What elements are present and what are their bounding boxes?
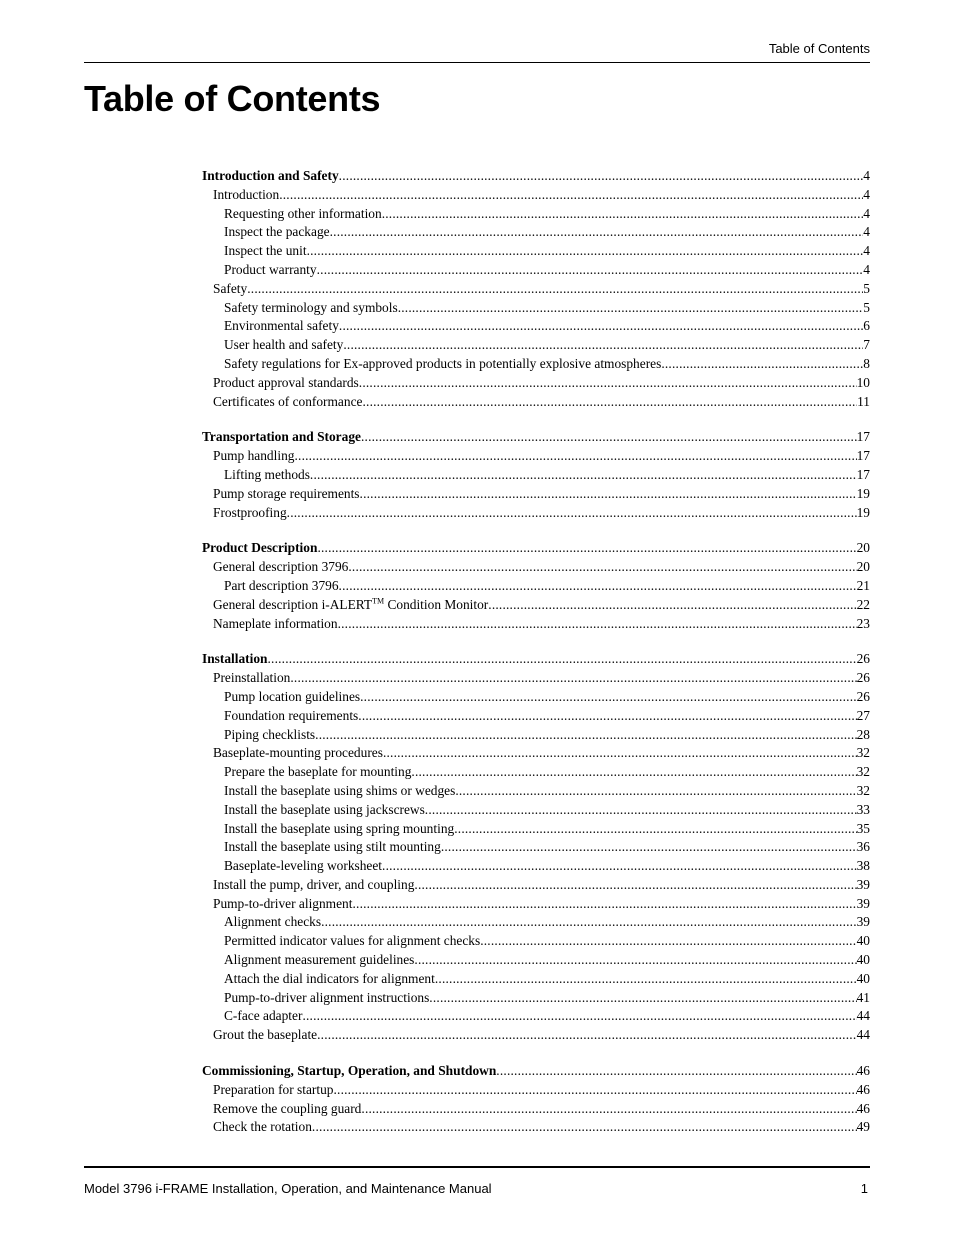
toc-page-number: 7 bbox=[863, 337, 870, 353]
toc-page-number: 26 bbox=[856, 651, 870, 667]
toc-entry-title bbox=[224, 707, 358, 726]
toc-entry-title bbox=[213, 1118, 312, 1137]
toc-entry-text: Introduction bbox=[213, 186, 280, 202]
toc-section-entry[interactable] bbox=[202, 876, 870, 895]
toc-subsection-entry[interactable] bbox=[202, 951, 870, 970]
toc-page-number: 46 bbox=[856, 1063, 870, 1079]
toc-entry-title bbox=[224, 913, 321, 932]
toc-entry-text: Install the baseplate using stilt mounting bbox=[224, 839, 441, 855]
toc-entry-title bbox=[224, 205, 382, 224]
toc-entry-text: Pump handling bbox=[213, 448, 295, 464]
toc-entry-title bbox=[213, 393, 362, 412]
dot-leader bbox=[279, 186, 863, 205]
toc-subsection-entry[interactable] bbox=[202, 857, 870, 876]
dot-leader bbox=[339, 317, 863, 336]
toc-entry-title bbox=[224, 317, 339, 336]
dot-leader bbox=[294, 447, 856, 466]
toc-entry-text: Inspect the unit bbox=[224, 243, 307, 259]
toc-entry-text: Baseplate-mounting procedures bbox=[213, 745, 383, 761]
toc-section-entry[interactable] bbox=[202, 374, 870, 393]
toc-entry-text: Certificates of conformance bbox=[213, 393, 363, 409]
toc-section-entry[interactable] bbox=[202, 280, 870, 299]
dot-leader bbox=[317, 261, 864, 280]
dot-leader bbox=[359, 374, 857, 393]
dot-leader bbox=[429, 989, 856, 1008]
toc-entry-title bbox=[224, 820, 454, 839]
toc-section-entry[interactable] bbox=[202, 186, 870, 205]
toc-entry-title bbox=[213, 895, 352, 914]
toc-page-number: 5 bbox=[863, 280, 870, 296]
toc-section bbox=[202, 539, 870, 633]
dot-leader bbox=[361, 428, 857, 447]
toc-entry-title bbox=[202, 650, 267, 669]
toc-page-number: 32 bbox=[856, 782, 870, 798]
toc-entry-title bbox=[213, 186, 279, 205]
toc-page-number: 20 bbox=[856, 559, 870, 575]
dot-leader bbox=[382, 205, 864, 224]
toc-entry-title bbox=[213, 374, 359, 393]
footer-rule bbox=[84, 1166, 870, 1168]
toc-entry-title bbox=[213, 485, 360, 504]
dot-leader bbox=[302, 1007, 856, 1026]
toc-page-number: 23 bbox=[856, 615, 870, 631]
toc-subsection-entry[interactable] bbox=[202, 355, 870, 374]
toc-subsection-entry[interactable] bbox=[202, 763, 870, 782]
toc-entry-text: Prepare the baseplate for mounting bbox=[224, 764, 412, 780]
toc-page-number: 26 bbox=[856, 670, 870, 686]
toc-entry-title bbox=[202, 1062, 496, 1081]
toc-page-number: 39 bbox=[856, 876, 870, 892]
toc-entry-text: Product warranty bbox=[224, 261, 317, 277]
toc-page-number: 46 bbox=[856, 1081, 870, 1097]
toc-page-number: 32 bbox=[856, 764, 870, 780]
toc-page-number: 11 bbox=[857, 393, 870, 409]
dot-leader bbox=[362, 393, 857, 412]
toc-page-number: 40 bbox=[856, 970, 870, 986]
toc-entry-title bbox=[224, 763, 411, 782]
toc-page-number: 28 bbox=[856, 726, 870, 742]
toc-entry-title bbox=[224, 223, 330, 242]
footer-manual-title: Model 3796 i-FRAME Installation, Operation, and Maintenance Manual bbox=[84, 1181, 492, 1196]
toc-entry-text: Pump storage requirements bbox=[213, 485, 360, 501]
toc-section bbox=[202, 650, 870, 1045]
toc-page-number: 4 bbox=[863, 168, 870, 183]
toc-entry-title bbox=[224, 688, 360, 707]
toc-subsection-entry[interactable] bbox=[202, 726, 870, 745]
dot-leader bbox=[661, 355, 863, 374]
toc-section-entry[interactable] bbox=[202, 485, 870, 504]
dot-leader bbox=[352, 895, 856, 914]
toc-subsection-entry[interactable] bbox=[202, 336, 870, 355]
toc-entry-text: Install the pump, driver, and coupling bbox=[213, 876, 415, 892]
dot-leader bbox=[343, 336, 863, 355]
toc-page-number: 35 bbox=[856, 820, 870, 836]
toc-section-entry[interactable] bbox=[202, 1118, 870, 1137]
toc-entry-text: Pump-to-driver alignment bbox=[213, 895, 353, 911]
toc-entry-text: Preparation for startup bbox=[213, 1081, 334, 1097]
toc-subsection-entry[interactable] bbox=[202, 466, 870, 485]
toc-entry-text: Install the baseplate using spring mounting bbox=[224, 820, 455, 836]
toc-subsection-entry[interactable] bbox=[202, 205, 870, 224]
footer-page-number: 1 bbox=[860, 1181, 868, 1196]
toc-page-number: 4 bbox=[863, 224, 870, 240]
toc-entry-text: Transportation and Storage bbox=[202, 429, 361, 445]
running-header: Table of Contents bbox=[768, 41, 870, 56]
toc-page-number: 26 bbox=[856, 688, 870, 704]
toc-entry-title bbox=[224, 932, 480, 951]
toc-subsection-entry[interactable] bbox=[202, 577, 870, 596]
toc-section-entry[interactable] bbox=[202, 1026, 870, 1045]
toc-entry-text: C-face adapter bbox=[224, 1008, 303, 1024]
toc-entry-text: Piping checklists bbox=[224, 726, 316, 742]
toc-page-number: 32 bbox=[856, 745, 870, 761]
toc-entry-text: Safety bbox=[213, 280, 248, 296]
toc-section-entry[interactable] bbox=[202, 504, 870, 523]
dot-leader bbox=[247, 280, 863, 299]
toc-entry-text: Safety terminology and symbols bbox=[224, 299, 398, 315]
toc-page-number: 19 bbox=[856, 485, 870, 501]
toc-page-number: 20 bbox=[856, 540, 870, 556]
dot-leader bbox=[382, 857, 857, 876]
toc-section-entry[interactable] bbox=[202, 447, 870, 466]
toc-entry-title bbox=[224, 1007, 302, 1026]
toc-entry-title bbox=[224, 299, 398, 318]
toc-page-number: 38 bbox=[856, 858, 870, 874]
toc-section bbox=[202, 167, 870, 411]
toc-subsection-entry[interactable] bbox=[202, 242, 870, 261]
toc-entry-title bbox=[224, 801, 425, 820]
toc-subsection-entry[interactable] bbox=[202, 820, 870, 839]
dot-leader bbox=[358, 707, 856, 726]
toc-subsection-entry[interactable] bbox=[202, 261, 870, 280]
toc-entry-text: Pump location guidelines bbox=[224, 688, 361, 704]
toc-subsection-entry[interactable] bbox=[202, 782, 870, 801]
dot-leader bbox=[321, 913, 857, 932]
toc-entry-title bbox=[224, 242, 307, 261]
page-title: Table of Contents bbox=[84, 78, 381, 119]
toc-subsection-entry[interactable] bbox=[202, 688, 870, 707]
toc-section-entry[interactable] bbox=[202, 615, 870, 634]
dot-leader bbox=[333, 1081, 856, 1100]
toc-page-number: 39 bbox=[856, 895, 870, 911]
dot-leader bbox=[312, 1118, 857, 1137]
dot-leader bbox=[398, 299, 864, 318]
toc-entry-title bbox=[213, 596, 488, 615]
toc-page-number: 41 bbox=[856, 989, 870, 1005]
toc-page-number: 36 bbox=[856, 839, 870, 855]
dot-leader bbox=[339, 577, 857, 596]
dot-leader bbox=[315, 726, 856, 745]
toc-entry-title bbox=[224, 838, 441, 857]
toc-entry-title bbox=[224, 336, 343, 355]
toc-subsection-entry[interactable] bbox=[202, 1007, 870, 1026]
toc-entry-text: Product approval standards bbox=[213, 374, 359, 390]
dot-leader bbox=[496, 1062, 856, 1081]
toc-entry-text: Safety regulations for Ex-approved products in potentially explosive atmospheres bbox=[224, 355, 662, 371]
toc-entry-title bbox=[224, 577, 339, 596]
toc-entry-title bbox=[213, 1100, 361, 1119]
toc-entry-text: General description i-ALERT bbox=[213, 596, 373, 612]
dot-leader bbox=[435, 970, 857, 989]
toc-chapter-heading[interactable] bbox=[202, 428, 870, 447]
toc-entry-text: Check the rotation bbox=[213, 1119, 312, 1135]
toc-section bbox=[202, 1062, 870, 1137]
toc-page-number: 6 bbox=[863, 318, 870, 334]
dot-leader bbox=[488, 596, 856, 615]
dot-leader bbox=[290, 669, 856, 688]
toc-entry-text: Preinstallation bbox=[213, 670, 291, 686]
toc-entry-text: Lifting methods bbox=[224, 466, 310, 482]
dot-leader bbox=[360, 485, 857, 504]
toc-subsection-entry[interactable] bbox=[202, 913, 870, 932]
toc-section-entry[interactable] bbox=[202, 895, 870, 914]
toc-entry-title bbox=[224, 466, 310, 485]
dot-leader bbox=[267, 650, 856, 669]
toc-section bbox=[202, 428, 870, 522]
toc-page-number: 22 bbox=[856, 596, 870, 612]
toc-entry-title bbox=[224, 355, 661, 374]
toc-entry-text: Nameplate information bbox=[213, 615, 338, 631]
dot-leader bbox=[317, 539, 856, 558]
toc-page-number: 17 bbox=[856, 429, 870, 445]
toc-page-number: 44 bbox=[856, 1027, 870, 1043]
toc-entry-title bbox=[213, 558, 348, 577]
toc-page-number: 40 bbox=[856, 933, 870, 949]
dot-leader bbox=[441, 838, 857, 857]
toc-page-number: 17 bbox=[856, 448, 870, 464]
toc-entry-text: Install the baseplate using shims or wedges bbox=[224, 782, 456, 798]
toc-entry-title bbox=[202, 428, 361, 447]
toc-page-number: 21 bbox=[856, 577, 870, 593]
dot-leader bbox=[480, 932, 856, 951]
dot-leader bbox=[310, 466, 857, 485]
toc-entry-title bbox=[224, 857, 382, 876]
toc-page-number: 44 bbox=[856, 1008, 870, 1024]
toc-entry-text: Part description 3796 bbox=[224, 577, 339, 593]
toc-page-number: 46 bbox=[856, 1100, 870, 1116]
toc-entry-text: Introduction and Safety bbox=[202, 168, 339, 183]
dot-leader bbox=[383, 744, 857, 763]
toc-chapter-heading[interactable] bbox=[202, 539, 870, 558]
toc-section-entry[interactable] bbox=[202, 669, 870, 688]
toc-entry-title bbox=[213, 876, 414, 895]
dot-leader bbox=[338, 615, 857, 634]
toc-subsection-entry[interactable] bbox=[202, 801, 870, 820]
toc-page-number: 10 bbox=[856, 374, 870, 390]
toc-entry-text: Product Description bbox=[202, 540, 318, 556]
toc-subsection-entry[interactable] bbox=[202, 932, 870, 951]
toc-entry-text: Grout the baseplate bbox=[213, 1027, 318, 1043]
toc-chapter-heading[interactable] bbox=[202, 1062, 870, 1081]
toc-entry-text: Commissioning, Startup, Operation, and Shutdown bbox=[202, 1063, 497, 1079]
trademark-mark: TM bbox=[372, 596, 385, 606]
toc-page-number: 33 bbox=[856, 801, 870, 817]
toc-page-number: 5 bbox=[863, 299, 870, 315]
header-rule bbox=[84, 62, 870, 63]
toc-page-number: 27 bbox=[856, 707, 870, 723]
toc-entry-text: Requesting other information bbox=[224, 205, 382, 221]
toc-entry-text: Alignment measurement guidelines bbox=[224, 952, 415, 968]
toc-chapter-heading[interactable] bbox=[202, 167, 870, 186]
toc-chapter-heading[interactable] bbox=[202, 650, 870, 669]
toc-entry-title bbox=[224, 726, 315, 745]
dot-leader bbox=[361, 1100, 856, 1119]
toc-page-number: 39 bbox=[856, 914, 870, 930]
toc-subsection-entry[interactable] bbox=[202, 317, 870, 336]
dot-leader bbox=[339, 167, 864, 186]
toc-entry-title bbox=[213, 1081, 333, 1100]
toc-entry-title bbox=[213, 615, 338, 634]
dot-leader bbox=[454, 820, 856, 839]
dot-leader bbox=[317, 1026, 856, 1045]
toc-entry-text: Permitted indicator values for alignment checks bbox=[224, 933, 481, 949]
toc-entry-title bbox=[213, 447, 294, 466]
toc-subsection-entry[interactable] bbox=[202, 838, 870, 857]
toc-entry-text: Attach the dial indicators for alignment bbox=[224, 970, 435, 986]
toc-entry-text: Foundation requirements bbox=[224, 707, 359, 723]
toc-section-entry[interactable] bbox=[202, 596, 870, 615]
toc-entry-text: Install the baseplate using jackscrews bbox=[224, 801, 425, 817]
toc-subsection-entry[interactable] bbox=[202, 299, 870, 318]
toc-page-number: 4 bbox=[863, 186, 870, 202]
toc-page-number: 19 bbox=[856, 504, 870, 520]
toc-entry-title bbox=[224, 989, 429, 1008]
dot-leader bbox=[348, 558, 856, 577]
toc-subsection-entry[interactable] bbox=[202, 707, 870, 726]
toc-section-entry[interactable] bbox=[202, 558, 870, 577]
toc-entry-text: Baseplate-leveling worksheet bbox=[224, 858, 383, 874]
toc-entry-text: Environmental safety bbox=[224, 318, 339, 334]
toc-subsection-entry[interactable] bbox=[202, 989, 870, 1008]
toc-entry-text: Frostproofing bbox=[213, 504, 287, 520]
toc-entry-title bbox=[202, 167, 339, 186]
toc-entry-title bbox=[213, 669, 290, 688]
toc-page-number: 4 bbox=[863, 205, 870, 221]
dot-leader bbox=[287, 504, 857, 523]
toc-entry-text: Pump-to-driver alignment instructions bbox=[224, 989, 430, 1005]
toc-entry-title bbox=[224, 782, 455, 801]
toc-page-number: 17 bbox=[856, 466, 870, 482]
dot-leader bbox=[425, 801, 857, 820]
toc-entry-title bbox=[224, 261, 317, 280]
dot-leader bbox=[360, 688, 856, 707]
toc-subsection-entry[interactable] bbox=[202, 970, 870, 989]
toc-page-number: 8 bbox=[863, 355, 870, 371]
toc-entry-title bbox=[213, 504, 287, 523]
toc-entry-text: Installation bbox=[202, 651, 268, 667]
toc-entry-text: Remove the coupling guard bbox=[213, 1100, 362, 1116]
dot-leader bbox=[414, 951, 856, 970]
toc-entry-title bbox=[213, 280, 247, 299]
toc-entry-title bbox=[202, 539, 317, 558]
toc-entry-text: General description 3796 bbox=[213, 559, 349, 575]
toc-entry-title bbox=[224, 970, 435, 989]
toc-entry-title bbox=[213, 744, 383, 763]
toc-entry-title bbox=[224, 951, 414, 970]
dot-leader bbox=[414, 876, 856, 895]
toc-entry-text: User health and safety bbox=[224, 337, 344, 353]
table-of-contents bbox=[202, 167, 870, 1154]
toc-subsection-entry[interactable] bbox=[202, 223, 870, 242]
toc-section-entry[interactable] bbox=[202, 1100, 870, 1119]
toc-section-entry[interactable] bbox=[202, 744, 870, 763]
toc-entry-text: Inspect the package bbox=[224, 224, 330, 240]
toc-entry-text: Alignment checks bbox=[224, 914, 322, 930]
toc-page-number: 49 bbox=[856, 1119, 870, 1135]
toc-page-number: 4 bbox=[863, 243, 870, 259]
dot-leader bbox=[411, 763, 856, 782]
toc-section-entry[interactable] bbox=[202, 393, 870, 412]
toc-page-number: 40 bbox=[856, 952, 870, 968]
dot-leader bbox=[307, 242, 864, 261]
dot-leader bbox=[330, 223, 864, 242]
dot-leader bbox=[455, 782, 856, 801]
toc-entry-text-tail: Condition Monitor bbox=[384, 596, 489, 612]
toc-entry-title bbox=[213, 1026, 317, 1045]
toc-page-number: 4 bbox=[863, 261, 870, 277]
toc-section-entry[interactable] bbox=[202, 1081, 870, 1100]
